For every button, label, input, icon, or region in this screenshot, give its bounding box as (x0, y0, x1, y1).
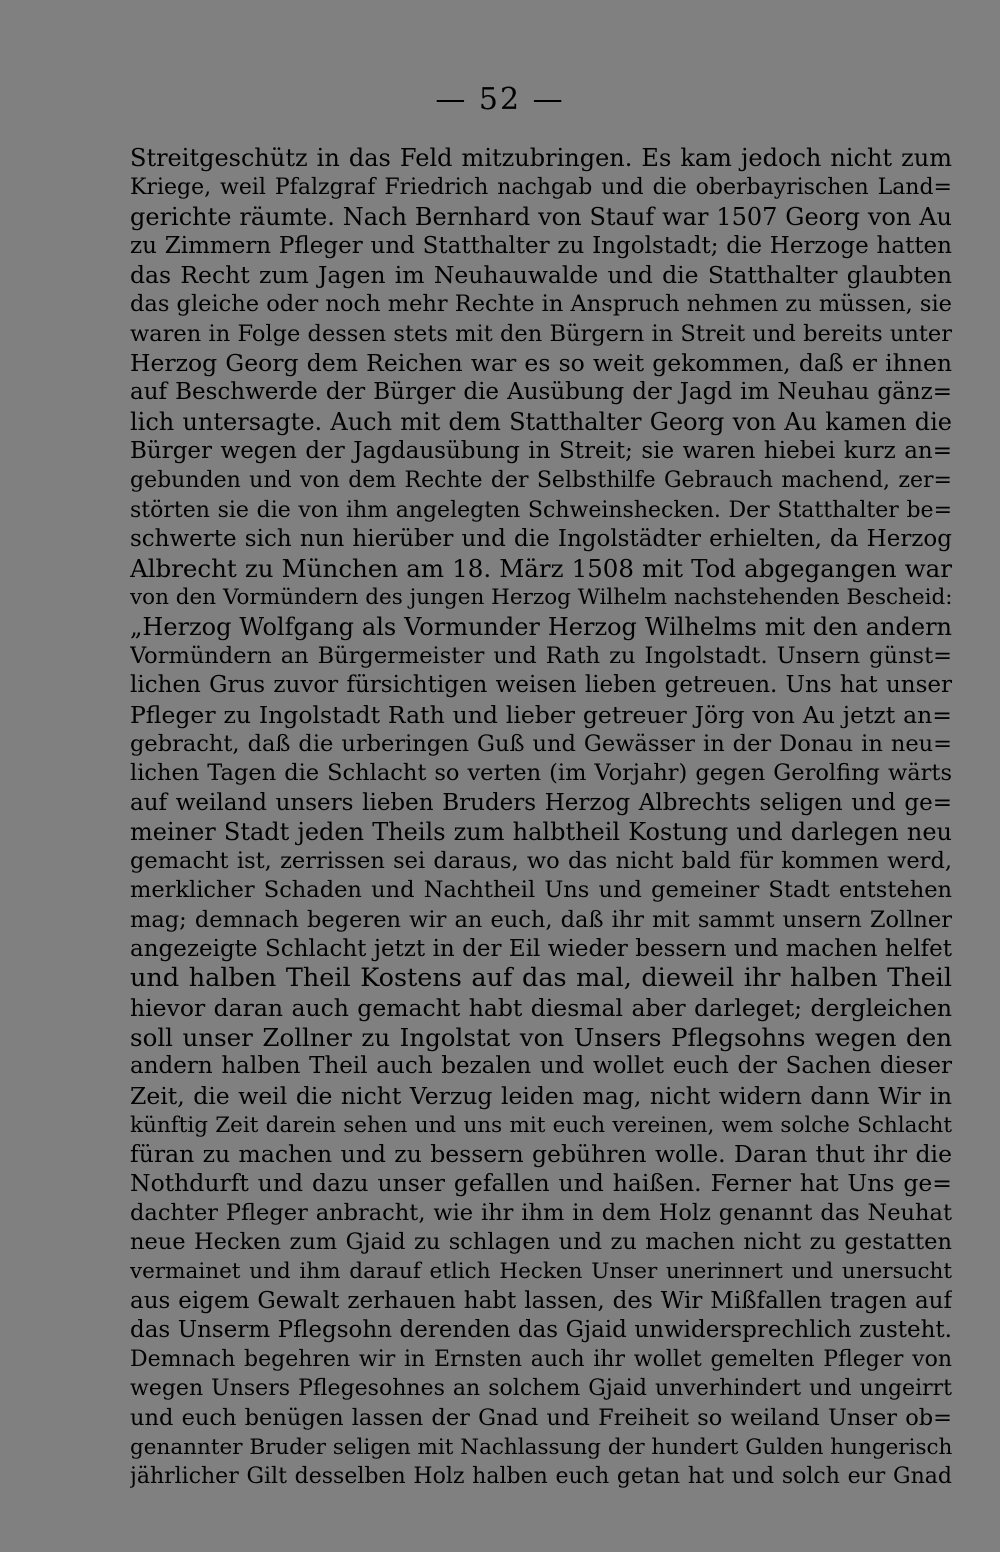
text-line: auf Beschwerde der Bürger die Ausübung der Jagd im Neuhau gänz= (130, 379, 952, 406)
text-line: und euch benügen lassen der Gnad und Freiheit so weiland Unser ob= (130, 1404, 952, 1431)
text-line: gerichte räumte. Nach Bernhard von Stauf war 1507 Georg von Au (130, 202, 952, 231)
text-line: zu Zimmern Pfleger und Statthalter zu Ingolstadt; die Herzoge hatten (130, 232, 952, 259)
text-line: Kriege, weil Pfalzgraf Friedrich nachgab und die oberbayrischen Land= (130, 175, 952, 201)
page-number: — 52 — (435, 82, 565, 117)
text-line: genannter Bruder seligen mit Nachlassung der hundert Gulden hungerisch (130, 1435, 952, 1461)
text-line: andern halben Theil auch bezalen und wollet euch der Sachen dieser (130, 1053, 952, 1080)
text-line: neue Hecken zum Gjaid zu schlagen und zu machen nicht zu gestatten (130, 1228, 952, 1255)
text-line: lichen Grus zuvor fürsichtigen weisen lieben getreuen. Uns hat unser (130, 672, 952, 699)
text-line: gemacht ist, zerrissen sei daraus, wo das nicht bald für kommen werd, (130, 848, 952, 875)
text-line: angezeigte Schlacht jetzt in der Eil wieder bessern und machen helfet (130, 936, 952, 963)
text-line: künftig Zeit darein sehen und uns mit euch vereinen, wem solche Schlacht (130, 1112, 952, 1138)
text-line: lich untersagte. Auch mit dem Statthalter Georg von Au kamen die (130, 407, 952, 436)
text-line: Vormündern an Bürgermeister und Rath zu Ingolstadt. Unsern günst= (130, 643, 952, 670)
text-line: Nothdurft und dazu unser gefallen und haißen. Ferner hat Uns ge= (130, 1169, 952, 1198)
text-line: füran zu machen und zu bessern gebühren wolle. Daran thut ihr die (130, 1140, 952, 1169)
body-text (130, 144, 952, 1492)
text-line: störten sie die von ihm angelegten Schweinshecken. Der Statthalter be= (130, 497, 952, 523)
text-line: das Unserm Pflegsohn derenden das Gjaid unwidersprechlich zusteht. (130, 1316, 952, 1343)
text-line: gebracht, daß die urberingen Guß und Gewässer in der Donau in neu= (130, 730, 952, 757)
text-line: aus eigem Gewalt zerhauen habt lassen, des Wir Mißfallen tragen auf (130, 1287, 952, 1314)
text-line: von den Vormündern des jungen Herzog Wilhelm nachstehenden Bescheid: (130, 585, 952, 611)
text-line: Zeit, die weil die nicht Verzug leiden mag, nicht widern dann Wir in (130, 1081, 952, 1110)
text-line: Bürger wegen der Jagdausübung in Streit; sie waren hiebei kurz an= (130, 437, 952, 464)
text-line: Pfleger zu Ingolstadt Rath und lieber getreuer Jörg von Au jetzt an= (130, 700, 952, 729)
text-line: meiner Stadt jeden Theils zum halbtheil Kostung und darlegen neu (130, 817, 952, 846)
text-line: „Herzog Wolfgang als Vormunder Herzog Wilhelms mit den andern (130, 612, 952, 641)
text-line: Albrecht zu München am 18. März 1508 mit Tod abgegangen war (130, 554, 952, 584)
text-line: dachter Pfleger anbracht, wie ihr ihm in dem Holz genannt das Neuhat (130, 1199, 952, 1226)
text-line: schwerte sich nun hierüber und die Ingolstädter erhielten, da Herzog (130, 525, 952, 552)
text-line: Demnach begehren wir in Ernsten auch ihr wollet gemelten Pfleger von (130, 1347, 952, 1373)
text-line: waren in Folge dessen stets mit den Bürgern in Streit und bereits unter (130, 320, 952, 347)
text-line: gebunden und von dem Rechte der Selbsthilfe Gebrauch machend, zer= (130, 468, 952, 494)
text-line: vermainet und ihm darauf etlich Hecken Unser unerinnert und unersucht (130, 1259, 952, 1285)
text-line: hievor daran auch gemacht habt diesmal aber darleget; dergleichen (130, 993, 952, 1022)
text-line: Herzog Georg dem Reichen war es so weit gekommen, daß er ihnen (130, 349, 952, 378)
text-line: merklicher Schaden und Nachtheil Uns und gemeiner Stadt entstehen (130, 877, 952, 904)
text-line: jährlicher Gilt desselben Holz halben euch getan hat und solch eur Gnad (130, 1464, 952, 1490)
text-line: Streitgeschütz in das Feld mitzubringen. Es kam jedoch nicht zum (130, 144, 952, 172)
text-line: mag; demnach begeren wir an euch, daß ihr mit sammt unsern Zollner (130, 906, 952, 933)
text-line: lichen Tagen die Schlacht so verten (im Vorjahr) gegen Gerolfing wärts (130, 760, 952, 787)
text-line: auf weiland unsers lieben Bruders Herzog Albrechts seligen und ge= (130, 789, 952, 816)
text-line: soll unser Zollner zu Ingolstat von Unsers Pflegsohns wegen den (130, 1022, 952, 1052)
text-line: das Recht zum Jagen im Neuhauwalde und die Statthalter glaubten (130, 261, 952, 290)
text-line: das gleiche oder noch mehr Rechte in Anspruch nehmen zu müssen, sie (130, 291, 952, 318)
text-line: und halben Theil Kostens auf das mal, dieweil ihr halben Theil (130, 964, 952, 994)
text-line: wegen Unsers Pflegesohnes an solchem Gjaid unverhindert und ungeirrt (130, 1376, 952, 1402)
